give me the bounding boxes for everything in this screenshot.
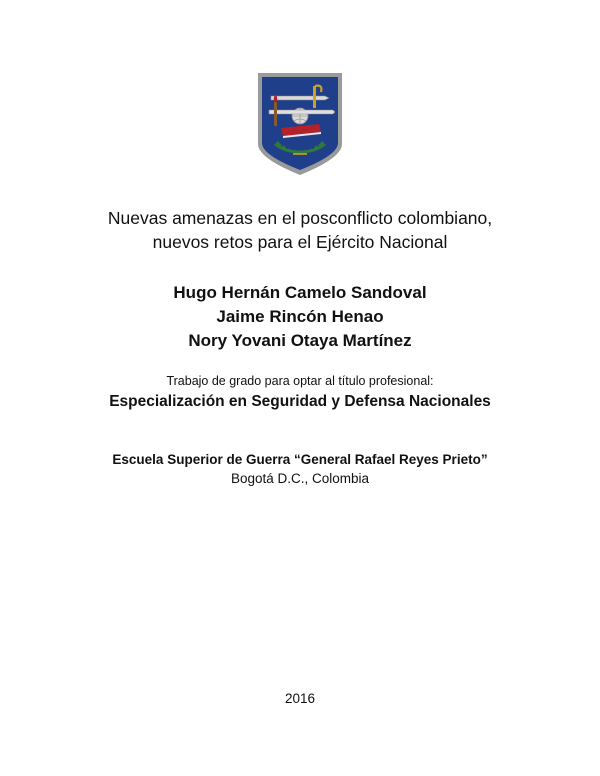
title-line-1: Nuevas amenazas en el posconflicto colombiano, <box>107 208 493 228</box>
degree-intro: Trabajo de grado para optar al título profesional: <box>166 374 434 388</box>
author-2: Jaime Rincón Henao <box>216 307 384 326</box>
author-3: Nory Yovani Otaya Martínez <box>188 331 412 350</box>
author-1: Hugo Hernán Camelo Sandoval <box>173 283 427 302</box>
institution-name: Escuela Superior de Guerra “General Rafael Reyes Prieto” <box>112 452 488 467</box>
author-list <box>0 281 600 353</box>
title-line-2: nuevos retos para el Ejército Nacional <box>152 232 448 252</box>
military-school-crest-icon <box>255 70 345 178</box>
publication-year: 2016 <box>284 691 316 706</box>
city-location: Bogotá D.C., Colombia <box>230 471 370 486</box>
degree-name: Especialización en Seguridad y Defensa Nacionales <box>109 393 491 410</box>
document-title <box>0 206 600 254</box>
